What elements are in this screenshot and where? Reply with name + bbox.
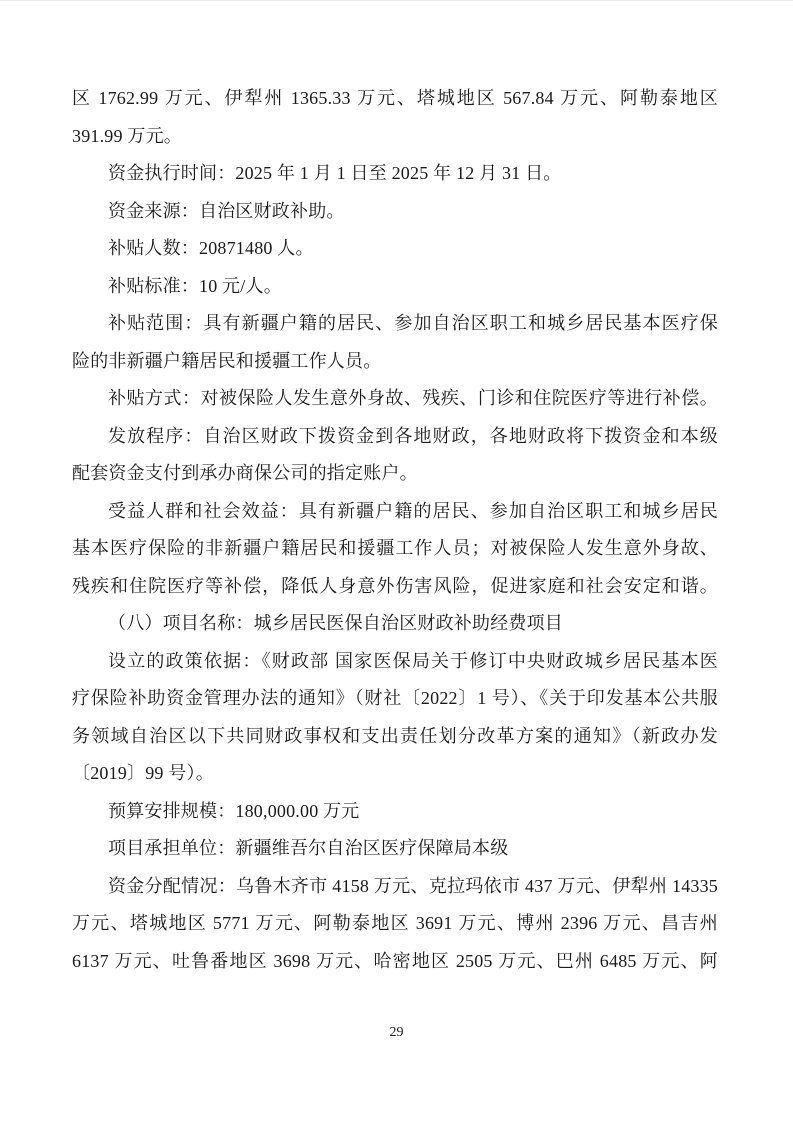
text-line: 补贴标准：10 元/人。 xyxy=(108,275,282,296)
document-body xyxy=(72,80,718,980)
text-line: 预算安排规模：180,000.00 万元 xyxy=(108,800,360,821)
text-line: 项目承担单位：新疆维吾尔自治区医疗保障局本级 xyxy=(108,838,509,858)
text-line: 配套资金支付到承办商保公司的指定账户。 xyxy=(72,463,418,483)
text-line: 补贴范围：具有新疆户籍的居民、参加自治区职工和城乡居民基本医疗保 xyxy=(108,313,718,333)
text-line: 万元、塔城地区 5771 万元、阿勒泰地区 3691 万元、博州 2396 万元、昌吉州 xyxy=(72,913,718,933)
text-line: 疗保险补助资金管理办法的通知》（财社〔2022〕1 号）、《关于印发基本公共服 xyxy=(72,688,718,708)
text-line: 补贴人数：20871480 人。 xyxy=(108,238,314,258)
text-line: 基本医疗保险的非新疆户籍居民和援疆工作人员；对被保险人发生意外身故、 xyxy=(72,538,718,558)
text-line: 资金分配情况：乌鲁木齐市 4158 万元、克拉玛依市 437 万元、伊犁州 14335 xyxy=(108,875,718,896)
text-line: （八）项目名称：城乡居民医保自治区财政补助经费项目 xyxy=(108,613,563,633)
text-line: 发放程序：自治区财政下拨资金到各地财政，各地财政将下拨资金和本级 xyxy=(108,425,718,446)
text-line: 补贴方式：对被保险人发生意外身故、残疾、门诊和住院医疗等进行补偿。 xyxy=(108,388,718,408)
text-line: 险的非新疆户籍居民和援疆工作人员。 xyxy=(72,350,382,371)
text-line: 资金执行时间：2025 年 1 月 1 日至 2025 年 12 月 31 日。 xyxy=(108,163,562,183)
text-line: 残疾和住院医疗等补偿，降低人身意外伤害风险，促进家庭和社会安定和谐。 xyxy=(72,575,718,596)
text-line: 391.99 万元。 xyxy=(72,125,182,146)
text-line: 受益人群和社会效益：具有新疆户籍的居民、参加自治区职工和城乡居民 xyxy=(108,500,718,521)
text-line: 6137 万元、吐鲁番地区 3698 万元、哈密地区 2505 万元、巴州 6485 万元、阿 xyxy=(72,950,718,971)
text-line: 资金来源：自治区财政补助。 xyxy=(108,200,345,221)
text-line: 区 1762.99 万元、伊犁州 1365.33 万元、塔城地区 567.84 万元、阿勒泰地区 xyxy=(72,88,718,108)
text-line: 〔2019〕99 号）。 xyxy=(72,763,214,783)
text-line: 务领域自治区以下共同财政事权和支出责任划分改革方案的通知》（新政办发 xyxy=(72,725,718,746)
text-line: 设立的政策依据：《财政部 国家医保局关于修订中央财政城乡居民基本医 xyxy=(108,650,718,671)
page-number: 29 xyxy=(389,1025,404,1040)
